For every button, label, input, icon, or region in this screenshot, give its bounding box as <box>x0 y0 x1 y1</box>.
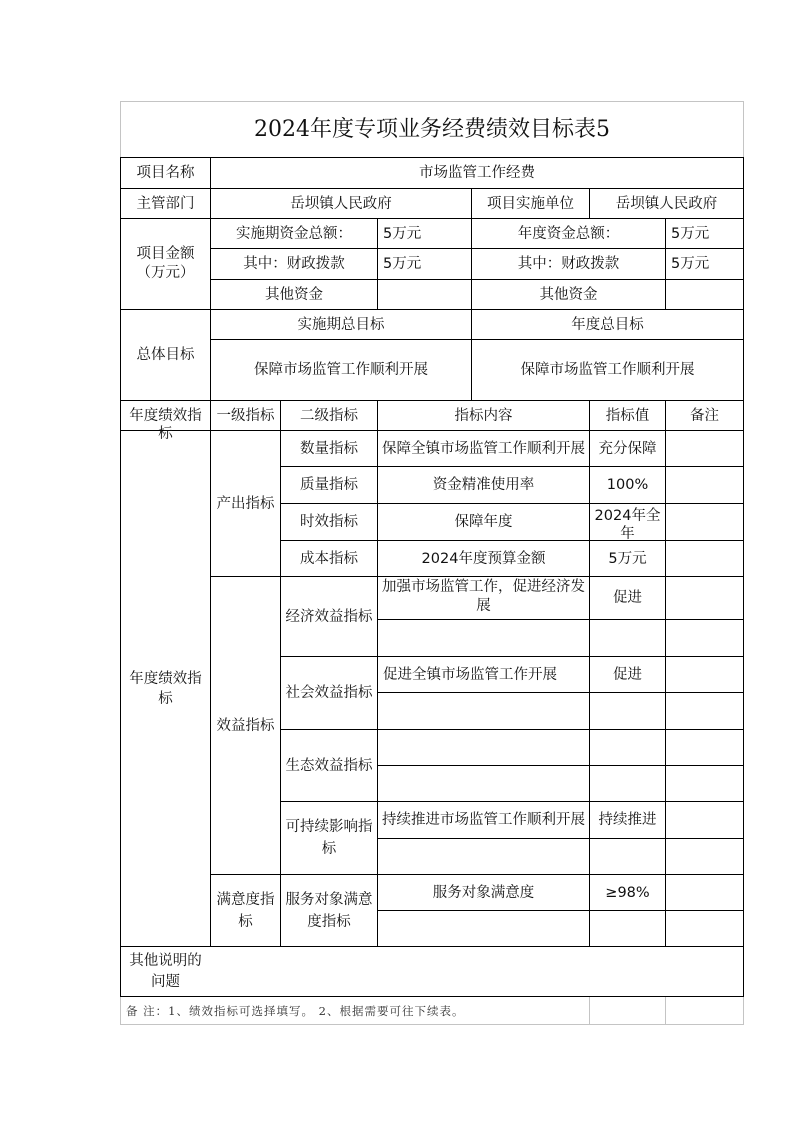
amount-label <box>121 219 210 309</box>
satisfaction-indicator-value: ≥98% <box>605 884 650 901</box>
other-notes-label <box>121 947 210 996</box>
quantity-indicator-label: 数量指标 <box>300 440 358 457</box>
output-indicator-label: 产出指标 <box>216 495 275 512</box>
overall-goal-label: 总体目标 <box>136 347 195 363</box>
period-goal-header: 实施期总目标 <box>297 316 385 333</box>
dept-value: 岳坝镇人民政府 <box>290 195 392 212</box>
period-total-label: 实施期资金总额： <box>236 225 352 242</box>
period-other-value <box>378 280 471 309</box>
quantity-indicator-value: 充分保障 <box>598 440 657 457</box>
indicator-header-label-text: 年度绩效指标 <box>129 408 202 442</box>
quality-indicator-content: 资金精准使用率 <box>432 477 535 493</box>
footnote: 备 注：1、绩效指标可选择填写。 2、根据需要可往下续表。 <box>126 1003 465 1018</box>
year-total-value: 5万元 <box>671 225 710 242</box>
year-goal-header: 年度总目标 <box>571 316 644 333</box>
timeliness-indicator-value <box>590 504 665 540</box>
annual-indicator-label <box>121 431 210 946</box>
year-other-label: 其他资金 <box>539 286 598 303</box>
project-name-label: 项目名称 <box>136 165 195 181</box>
page-title: 2024年度专项业务经费绩效目标表5 <box>254 116 610 142</box>
period-other-label: 其他资金 <box>265 286 323 303</box>
social-indicator-content: 促进全镇市场监管工作开展 <box>383 666 557 683</box>
benefit-indicator-label: 效益指标 <box>216 717 275 734</box>
year-fiscal-value: 5万元 <box>671 256 710 272</box>
dept-label: 主管部门 <box>136 195 195 212</box>
impl-unit-value: 岳坝镇人民政府 <box>615 195 718 212</box>
cost-indicator-label: 成本指标 <box>300 550 358 567</box>
quality-indicator-label: 质量指标 <box>300 477 358 493</box>
economic-indicator-label: 经济效益指标 <box>285 608 373 625</box>
project-name-value: 市场监管工作经费 <box>419 165 535 181</box>
sustainability-indicator-label-text: 可持续影响指标 <box>285 819 373 857</box>
year-other-value <box>666 280 743 309</box>
satisfaction-indicator-label <box>211 875 280 946</box>
indicator-header-label <box>121 401 210 442</box>
quantity-indicator-content: 保障全镇市场监管工作顺利开展 <box>382 440 585 457</box>
social-indicator-label: 社会效益指标 <box>285 685 373 701</box>
impl-unit-label: 项目实施单位 <box>487 195 574 212</box>
sustainability-indicator-content: 持续推进市场监管工作顺利开展 <box>382 812 585 828</box>
value-header: 指标值 <box>605 407 650 424</box>
quality-indicator-value: 100% <box>606 477 649 493</box>
annual-indicator-label-text: 年度绩效指标 <box>129 670 202 707</box>
year-fiscal-label: 其中：财政拨款 <box>517 256 620 272</box>
level2-header: 二级指标 <box>300 407 358 424</box>
other-notes-label-text: 其他说明的问题 <box>129 952 202 990</box>
satisfaction-indicator-label-text: 满意度指标 <box>216 891 275 930</box>
social-indicator-value: 促进 <box>613 666 642 683</box>
sustainability-indicator-label <box>281 802 377 874</box>
period-goal-value: 保障市场监管工作顺利开展 <box>254 362 428 378</box>
timeliness-indicator-label: 时效指标 <box>300 514 358 530</box>
amount-label-text: 项目金额（万元） <box>136 246 195 281</box>
economic-indicator-content <box>378 577 589 619</box>
ecological-indicator-label: 生态效益指标 <box>285 757 373 774</box>
content-header: 指标内容 <box>454 407 513 424</box>
remark-header: 备注 <box>690 407 719 424</box>
cost-indicator-content: 2024年度预算金额 <box>421 550 546 567</box>
timeliness-indicator-content: 保障年度 <box>454 514 513 530</box>
sustainability-indicator-value: 持续推进 <box>598 812 657 828</box>
economic-indicator-value: 促进 <box>613 590 642 606</box>
period-fiscal-label: 其中：财政拨款 <box>243 256 345 272</box>
period-fiscal-value: 5万元 <box>383 256 422 272</box>
satisfaction-indicator-content: 服务对象满意度 <box>432 884 535 901</box>
level1-header: 一级指标 <box>216 407 275 424</box>
cost-indicator-value: 5万元 <box>608 550 647 567</box>
timeliness-indicator-value-text: 2024年全年 <box>594 508 661 542</box>
period-total-value: 5万元 <box>383 225 422 242</box>
year-goal-value: 保障市场监管工作顺利开展 <box>520 362 695 378</box>
satisfaction-level2-label <box>281 875 377 946</box>
year-total-label: 年度资金总额： <box>517 225 620 242</box>
economic-indicator-content-text: 加强市场监管工作，促进经济发展 <box>382 579 585 614</box>
satisfaction-level2-label-text: 服务对象满意度指标 <box>285 891 373 930</box>
